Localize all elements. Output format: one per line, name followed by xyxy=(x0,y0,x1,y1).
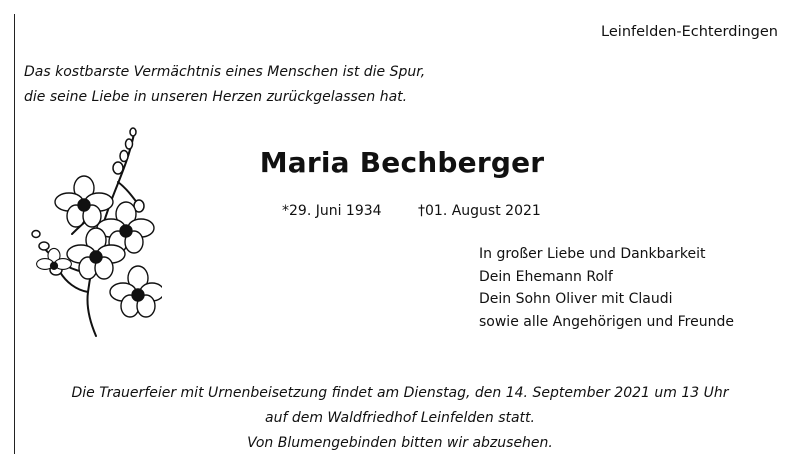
service-line: Von Blumengebinden bitten wir abzusehen. xyxy=(247,435,553,451)
quote-line: Das kostbarste Vermächtnis eines Menschen ist die Spur, xyxy=(24,64,426,80)
mourners-line: Dein Sohn Oliver mit Claudi xyxy=(479,291,673,307)
quote-line: die seine Liebe in unseren Herzen zurückgelassen hat. xyxy=(24,89,408,105)
mourners-line: In großer Liebe und Dankbarkeit xyxy=(479,246,706,262)
service-line: auf dem Waldfriedhof Leinfelden statt. xyxy=(265,410,535,426)
mourners-line: sowie alle Angehörigen und Freunde xyxy=(479,313,734,330)
location-text: Leinfelden-Echterdingen xyxy=(601,24,778,40)
funeral-service-info xyxy=(0,381,800,456)
death-date: †01. August 2021 xyxy=(418,203,541,219)
birth-date: *29. Juni 1934 xyxy=(282,203,382,219)
mourners-list xyxy=(479,243,734,333)
service-line: Die Trauerfeier mit Urnenbeisetzung findet am Dienstag, den 14. September 2021 um 13 Uhr xyxy=(71,385,729,401)
mourners-line: Dein Ehemann Rolf xyxy=(479,268,613,285)
memorial-quote xyxy=(24,60,425,110)
deceased-name: Maria Bechberger xyxy=(259,146,545,179)
